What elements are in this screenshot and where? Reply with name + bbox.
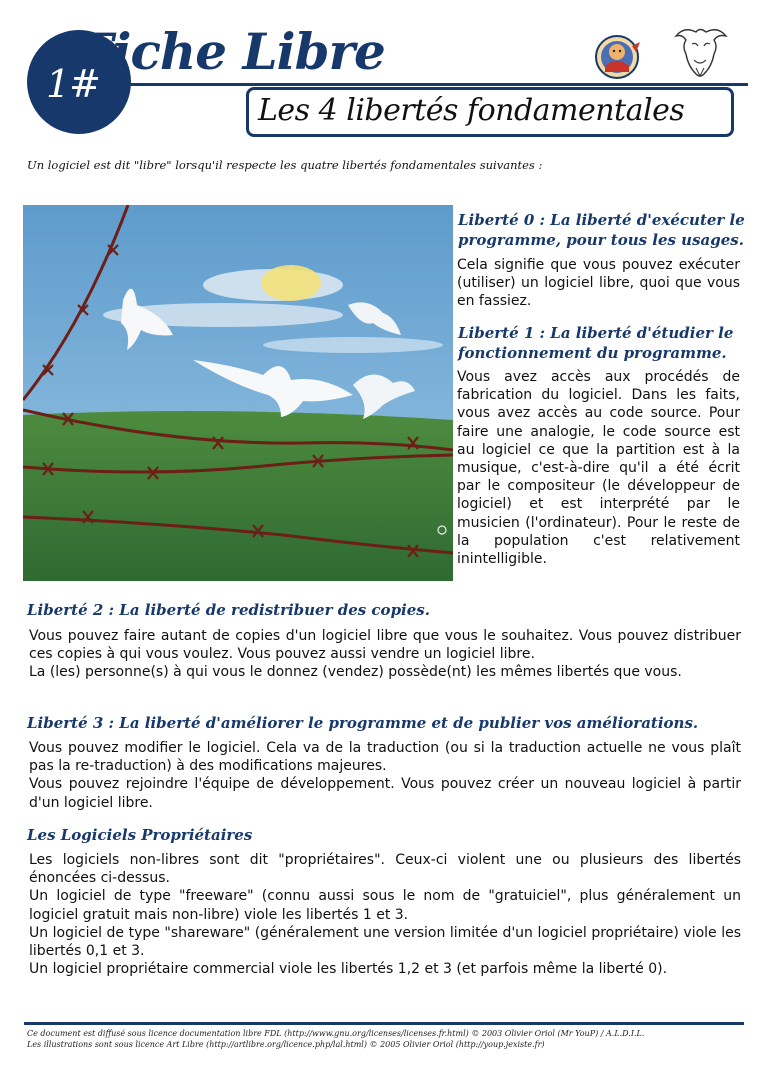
freedom-1-heading: Liberté 1 : La liberté d'étudier le fonctionnement du programme. — [458, 324, 734, 362]
proprietary-paragraph-2: Un logiciel de type "freeware" (connu aussi sous le nom de "gratuiciel", plus généralement un logiciel gratuit mais non-libre) viole les libertés 1 et 3. — [29, 888, 741, 923]
freedom-3-text — [29, 739, 741, 812]
brand-title: Fiche Libre — [78, 22, 385, 81]
header-rule — [130, 83, 748, 86]
freedom-2-text — [29, 627, 741, 682]
footer-license-doc: Ce document est diffusé sous licence documentation libre FDL (http://www.gnu.org/licenses/licenses.fr.html) © 2003 Olivier Oriol (Mr YouP) / A.L.D.I.L. — [27, 1029, 645, 1038]
proprietary-text — [29, 851, 741, 978]
aldil-logo — [592, 26, 642, 80]
intro-text: Un logiciel est dit "libre" lorsqu'il respecte les quatre libertés fondamentales suivantes : — [27, 158, 543, 172]
gnu-logo — [670, 24, 730, 80]
freedom-0-text — [457, 256, 740, 311]
barbed-wire-doves-illustration — [23, 205, 453, 581]
freedom-3-heading: Liberté 3 : La liberté d'améliorer le programme et de publier vos améliorations. — [27, 714, 699, 732]
freedom-3-paragraph-1: Vous pouvez modifier le logiciel. Cela va de la traduction (ou si la traduction actuelle ne vous plaît pas la re-traduction) à des modifications majeures. — [29, 740, 741, 775]
footer-rule — [24, 1022, 744, 1025]
proprietary-paragraph-4: Un logiciel propriétaire commercial viole les libertés 1,2 et 3 (et parfois même la liberté 0). — [29, 961, 668, 978]
freedom-1-paragraph: Vous avez accès aux procédés de fabrication du logiciel. Dans les faits, vous avez accès au code source. Pour faire une analogie, le code source est au logiciel ce que la partition est à la musique, c'est-à-dire qu'il a été écrit par le compositeur (le développeur de logiciel) et est interprété par le musicien (l'ordinateur). Pour le reste de la population c'est relativement inintelligible. — [457, 369, 740, 568]
issue-number: 1# — [46, 62, 101, 106]
footer-license-art: Les illustrations sont sous licence Art Libre (http://artlibre.org/licence.php/lal.html) © 2005 Olivier Oriol (http://youp.jexiste.fr) — [27, 1040, 545, 1049]
freedom-1-text — [457, 368, 740, 568]
freedom-2-paragraph-2: La (les) personne(s) à qui vous le donnez (vendez) possède(nt) les mêmes libertés que vous. — [29, 664, 682, 681]
freedom-3-paragraph-2: Vous pouvez rejoindre l'équipe de développement. Vous pouvez créer un nouveau logiciel à partir d'un logiciel libre. — [29, 776, 741, 811]
proprietary-paragraph-3: Un logiciel de type "shareware" (généralement une version limitée d'un logiciel propriétaire) viole les libertés 0,1 et 3. — [29, 924, 741, 960]
freedom-2-paragraph-1: Vous pouvez faire autant de copies d'un logiciel libre que vous le souhaitez. Vous pouvez distribuer ces copies à qui vous voulez. Vous pouvez aussi vendre un logiciel libre. — [29, 628, 741, 663]
proprietary-heading: Les Logiciels Propriétaires — [27, 826, 253, 844]
freedom-0-heading: Liberté 0 : La liberté d'exécuter le programme, pour tous les usages. — [458, 211, 745, 249]
freedom-0-paragraph: Cela signifie que vous pouvez exécuter (utiliser) un logiciel libre, quoi que vous en fassiez. — [457, 257, 740, 310]
proprietary-paragraph-1: Les logiciels non-libres sont dit "propriétaires". Ceux-ci violent une ou plusieurs des libertés énoncées ci-dessus. — [29, 852, 741, 887]
page-subtitle: Les 4 libertés fondamentales — [258, 93, 685, 128]
freedom-2-heading: Liberté 2 : La liberté de redistribuer des copies. — [27, 601, 430, 619]
